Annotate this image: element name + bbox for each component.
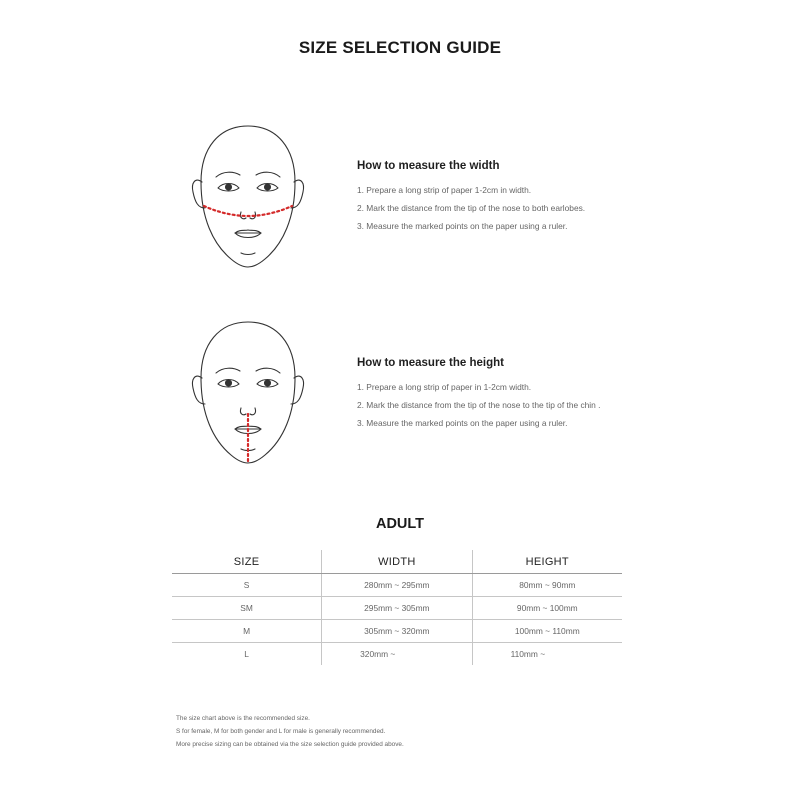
height-steps	[357, 378, 657, 432]
height-column-header: HEIGHT	[472, 550, 622, 574]
footnote: The size chart above is the recommended size.	[176, 715, 310, 722]
table-row	[172, 643, 622, 666]
height-cell: 100mm ~ 110mm	[472, 620, 622, 643]
width-cell: 305mm ~ 320mm	[322, 620, 472, 643]
width-step: 2. Mark the distance from the tip of the nose to both earlobes.	[357, 203, 586, 213]
size-cell: SM	[172, 597, 322, 620]
height-cell: 90mm ~ 100mm	[472, 597, 622, 620]
height-cell: 80mm ~ 90mm	[472, 574, 622, 597]
height-step: 2. Mark the distance from the tip of the nose to the tip of the chin .	[357, 400, 601, 410]
page-title: SIZE SELECTION GUIDE	[298, 38, 502, 57]
size-cell: M	[172, 620, 322, 643]
height-heading: How to measure the height	[357, 357, 504, 369]
footnote: More precise sizing can be obtained via the size selection guide provided above.	[176, 741, 404, 748]
height-cell: 110mm ~	[472, 643, 622, 666]
face-height-measure-icon	[183, 316, 313, 476]
width-column-header: WIDTH	[322, 550, 472, 574]
width-cell: 320mm ~	[322, 643, 472, 666]
width-step: 3. Measure the marked points on the paper using a ruler.	[357, 221, 568, 231]
width-heading: How to measure the width	[357, 160, 500, 172]
height-step: 1. Prepare a long strip of paper in 1-2cm width.	[357, 382, 532, 392]
width-steps	[357, 181, 657, 235]
table-header-row	[172, 550, 622, 574]
size-table	[172, 550, 622, 665]
width-step: 1. Prepare a long strip of paper 1-2cm in width.	[357, 185, 532, 195]
table-row	[172, 620, 622, 643]
size-cell: S	[172, 574, 322, 597]
table-row	[172, 574, 622, 597]
height-instructions	[357, 357, 657, 432]
adult-table-title: ADULT	[375, 516, 425, 532]
width-cell: 280mm ~ 295mm	[322, 574, 472, 597]
height-step: 3. Measure the marked points on the paper using a ruler.	[357, 418, 568, 428]
face-width-measure-icon	[183, 120, 313, 280]
width-cell: 295mm ~ 305mm	[322, 597, 472, 620]
footnotes	[176, 712, 404, 751]
table-row	[172, 597, 622, 620]
size-cell: L	[244, 649, 249, 659]
size-column-header: SIZE	[172, 550, 322, 574]
width-instructions	[357, 160, 657, 235]
footnote: S for female, M for both gender and L for male is generally recommended.	[176, 728, 386, 735]
